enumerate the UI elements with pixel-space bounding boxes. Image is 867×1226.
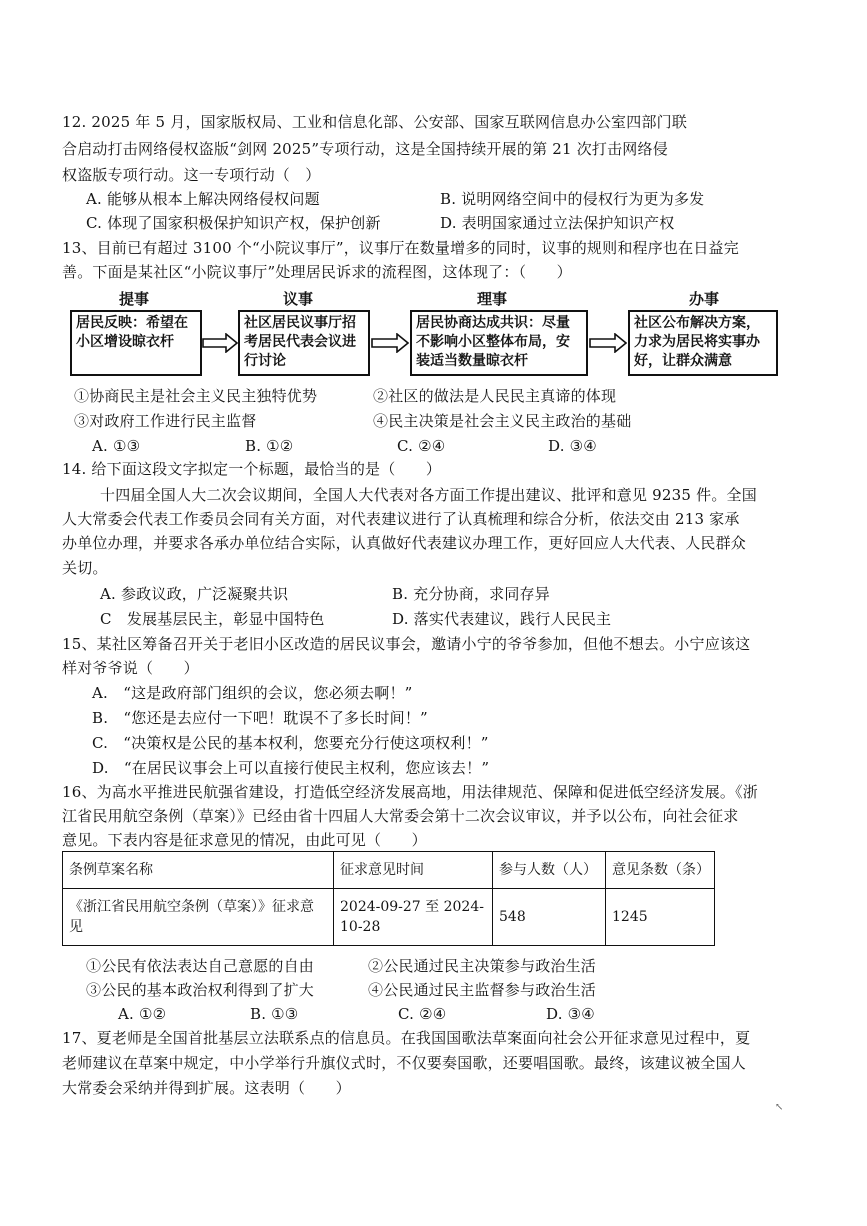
flow-box-handle: 社区公布解决方案，力求为居民将实事办好，让群众满意 <box>628 310 778 376</box>
q12-line-1: 12. 2025 年 5 月，国家版权局、工业和信息化部、公安部、国家互联网信息办公室四部门联 <box>62 113 688 131</box>
q15-option-b: B. “您还是去应付一下吧！耽误不了多长时间！” <box>92 709 428 727</box>
q16-option-a: A. ①② <box>118 1005 167 1023</box>
q16-option-c: C. ②④ <box>398 1005 447 1023</box>
q16-statement-4: ④公民通过民主监督参与政治生活 <box>368 981 597 999</box>
q15-option-d: D. “在居民议事会上可以直接行使民主权利，您应该去！” <box>92 759 490 777</box>
q12-line-3: 权盗版专项行动。这一专项行动（ ） <box>62 166 321 184</box>
q12-option-a: A. 能够从根本上解决网络侵权问题 <box>86 190 320 208</box>
q12-option-c: C. 体现了国家积极保护知识产权，保护创新 <box>86 214 381 232</box>
q15-line-2: 样对爷爷说（ ） <box>62 659 199 677</box>
q16-option-d: D. ③④ <box>546 1005 595 1023</box>
flow-arrow-3-icon <box>589 333 627 353</box>
q15-line-1: 15、某社区筹备召开关于老旧小区改造的居民议事会，邀请小宁的爷爷参加，但他不想去。小宁应该这 <box>62 635 751 653</box>
table-cell-opinions: 1245 <box>606 889 715 946</box>
q16-option-b: B. ①③ <box>250 1005 299 1023</box>
q17-line-1: 17、夏老师是全国首批基层立法联系点的信息员。在我国国歌法草案面向社会公开征求意见过程中，夏 <box>62 1029 751 1047</box>
q17-line-3: 大常委会采纳并得到扩展。这表明（ ） <box>62 1079 351 1097</box>
q15-option-a: A. “这是政府部门组织的会议，您必须去啊！” <box>92 684 413 702</box>
q16-line-2: 江省民用航空条例（草案）》已经由省十四届人大常委会第十二次会议审议，并予以公布，向社会征求 <box>62 807 739 825</box>
q12-option-d: D. 表明国家通过立法保护知识产权 <box>440 214 675 232</box>
flow-box-propose: 居民反映：希望在小区增设晾衣杆 <box>70 310 202 376</box>
q14-option-b: B. 充分协商，求同存异 <box>392 585 550 603</box>
flow-header-handle: 办事 <box>688 290 719 308</box>
q16-statement-1: ①公民有依法表达自己意愿的自由 <box>86 957 315 975</box>
flow-arrow-2-icon <box>371 333 409 353</box>
table-cell-draft-name: 《浙江省民用航空条例（草案）》征求意见 <box>63 889 334 946</box>
q13-line-1: 13、目前已有超过 3100 个“小院议事厅”，议事厅在数量增多的同时，议事的规则和程序也在日益完 <box>62 239 739 257</box>
q16-statement-2: ②公民通过民主决策参与政治生活 <box>368 957 597 975</box>
table-header-cell: 征求意见时间 <box>334 852 493 889</box>
table-header-cell: 意见条数（条） <box>606 852 715 889</box>
q13-option-d: D. ③④ <box>548 437 597 455</box>
q13-statement-1: ①协商民主是社会主义民主独特优势 <box>74 387 318 405</box>
q13-option-c: C. ②④ <box>397 437 446 455</box>
table-cell-participants: 548 <box>493 889 606 946</box>
q12-option-b: B. 说明网络空间中的侵权行为更为多发 <box>440 190 705 208</box>
q14-line-5: 关切。 <box>62 559 108 577</box>
table-header-row <box>63 852 715 889</box>
table-header-cell: 条例草案名称 <box>63 852 334 889</box>
flow-header-manage: 理事 <box>476 290 507 308</box>
table-cell-period: 2024-09-27 至 2024-10-28 <box>334 889 493 946</box>
q15-option-c: C. “决策权是公民的基本权利，您要充分行使这项权利！” <box>92 734 489 752</box>
flow-header-discuss: 议事 <box>282 290 313 308</box>
q16-line-1: 16、为高水平推进民航强省建设，打造低空经济发展高地，用法律规范、保障和促进低空经济发展。《浙 <box>62 783 758 801</box>
table-header-cell: 参与人数（人） <box>493 852 606 889</box>
flow-box-manage: 居民协商达成共识：尽量不影响小区整体布局，安装适当数量晾衣杆 <box>410 310 588 376</box>
q16-statement-3: ③公民的基本政治权利得到了扩大 <box>86 981 315 999</box>
opinion-table <box>62 851 715 946</box>
q14-option-d: D. 落实代表建议，践行人民民主 <box>392 610 612 628</box>
q13-statement-2: ②社区的做法是人民民主真谛的体现 <box>373 387 617 405</box>
q13-option-b: B. ①② <box>245 437 294 455</box>
q13-statement-4: ④民主决策是社会主义民主政治的基础 <box>373 412 632 430</box>
q14-line-3: 人大常委会代表工作委员会同有关方面，对代表建议进行了认真梳理和综合分析，依法交由 213 家承 <box>62 510 740 528</box>
flow-header-propose: 提事 <box>118 290 149 308</box>
q13-line-2: 善。下面是某社区“小院议事厅”处理居民诉求的流程图，这体现了：（ ） <box>62 263 572 281</box>
q13-statement-3: ③对政府工作进行民主监督 <box>74 412 257 430</box>
q13-option-a: A. ①③ <box>92 437 141 455</box>
q14-option-a: A. 参政议政，广泛凝聚共识 <box>100 585 289 603</box>
table-row <box>63 889 715 946</box>
q14-line-2: 十四届全国人大二次会议期间，全国人大代表对各方面工作提出建议、批评和意见 9235 件。全国 <box>100 486 757 504</box>
corner-mark: ↖ <box>775 1102 784 1113</box>
q16-line-3: 意见。下表内容是征求意见的情况，由此可见（ ） <box>62 831 427 849</box>
q17-line-2: 老师建议在草案中规定，中小学举行升旗仪式时，不仅要奏国歌，还要唱国歌。最终，该建议被全国人 <box>62 1054 747 1072</box>
q14-option-c: C 发展基层民主，彰显中国特色 <box>100 610 325 628</box>
q12-line-2: 合启动打击网络侵权盗版“剑网 2025”专项行动，这是全国持续开展的第 21 次打击网络侵 <box>62 140 668 158</box>
flow-box-discuss: 社区居民议事厅招考居民代表会议进行讨论 <box>238 310 370 376</box>
q14-line-1: 14. 给下面这段文字拟定一个标题，最恰当的是（ ） <box>62 460 442 478</box>
q14-line-4: 办单位办理，并要求各承办单位结合实际，认真做好代表建议办理工作，更好回应人大代表、人民群众 <box>62 534 747 552</box>
flow-arrow-1-icon <box>202 333 238 353</box>
